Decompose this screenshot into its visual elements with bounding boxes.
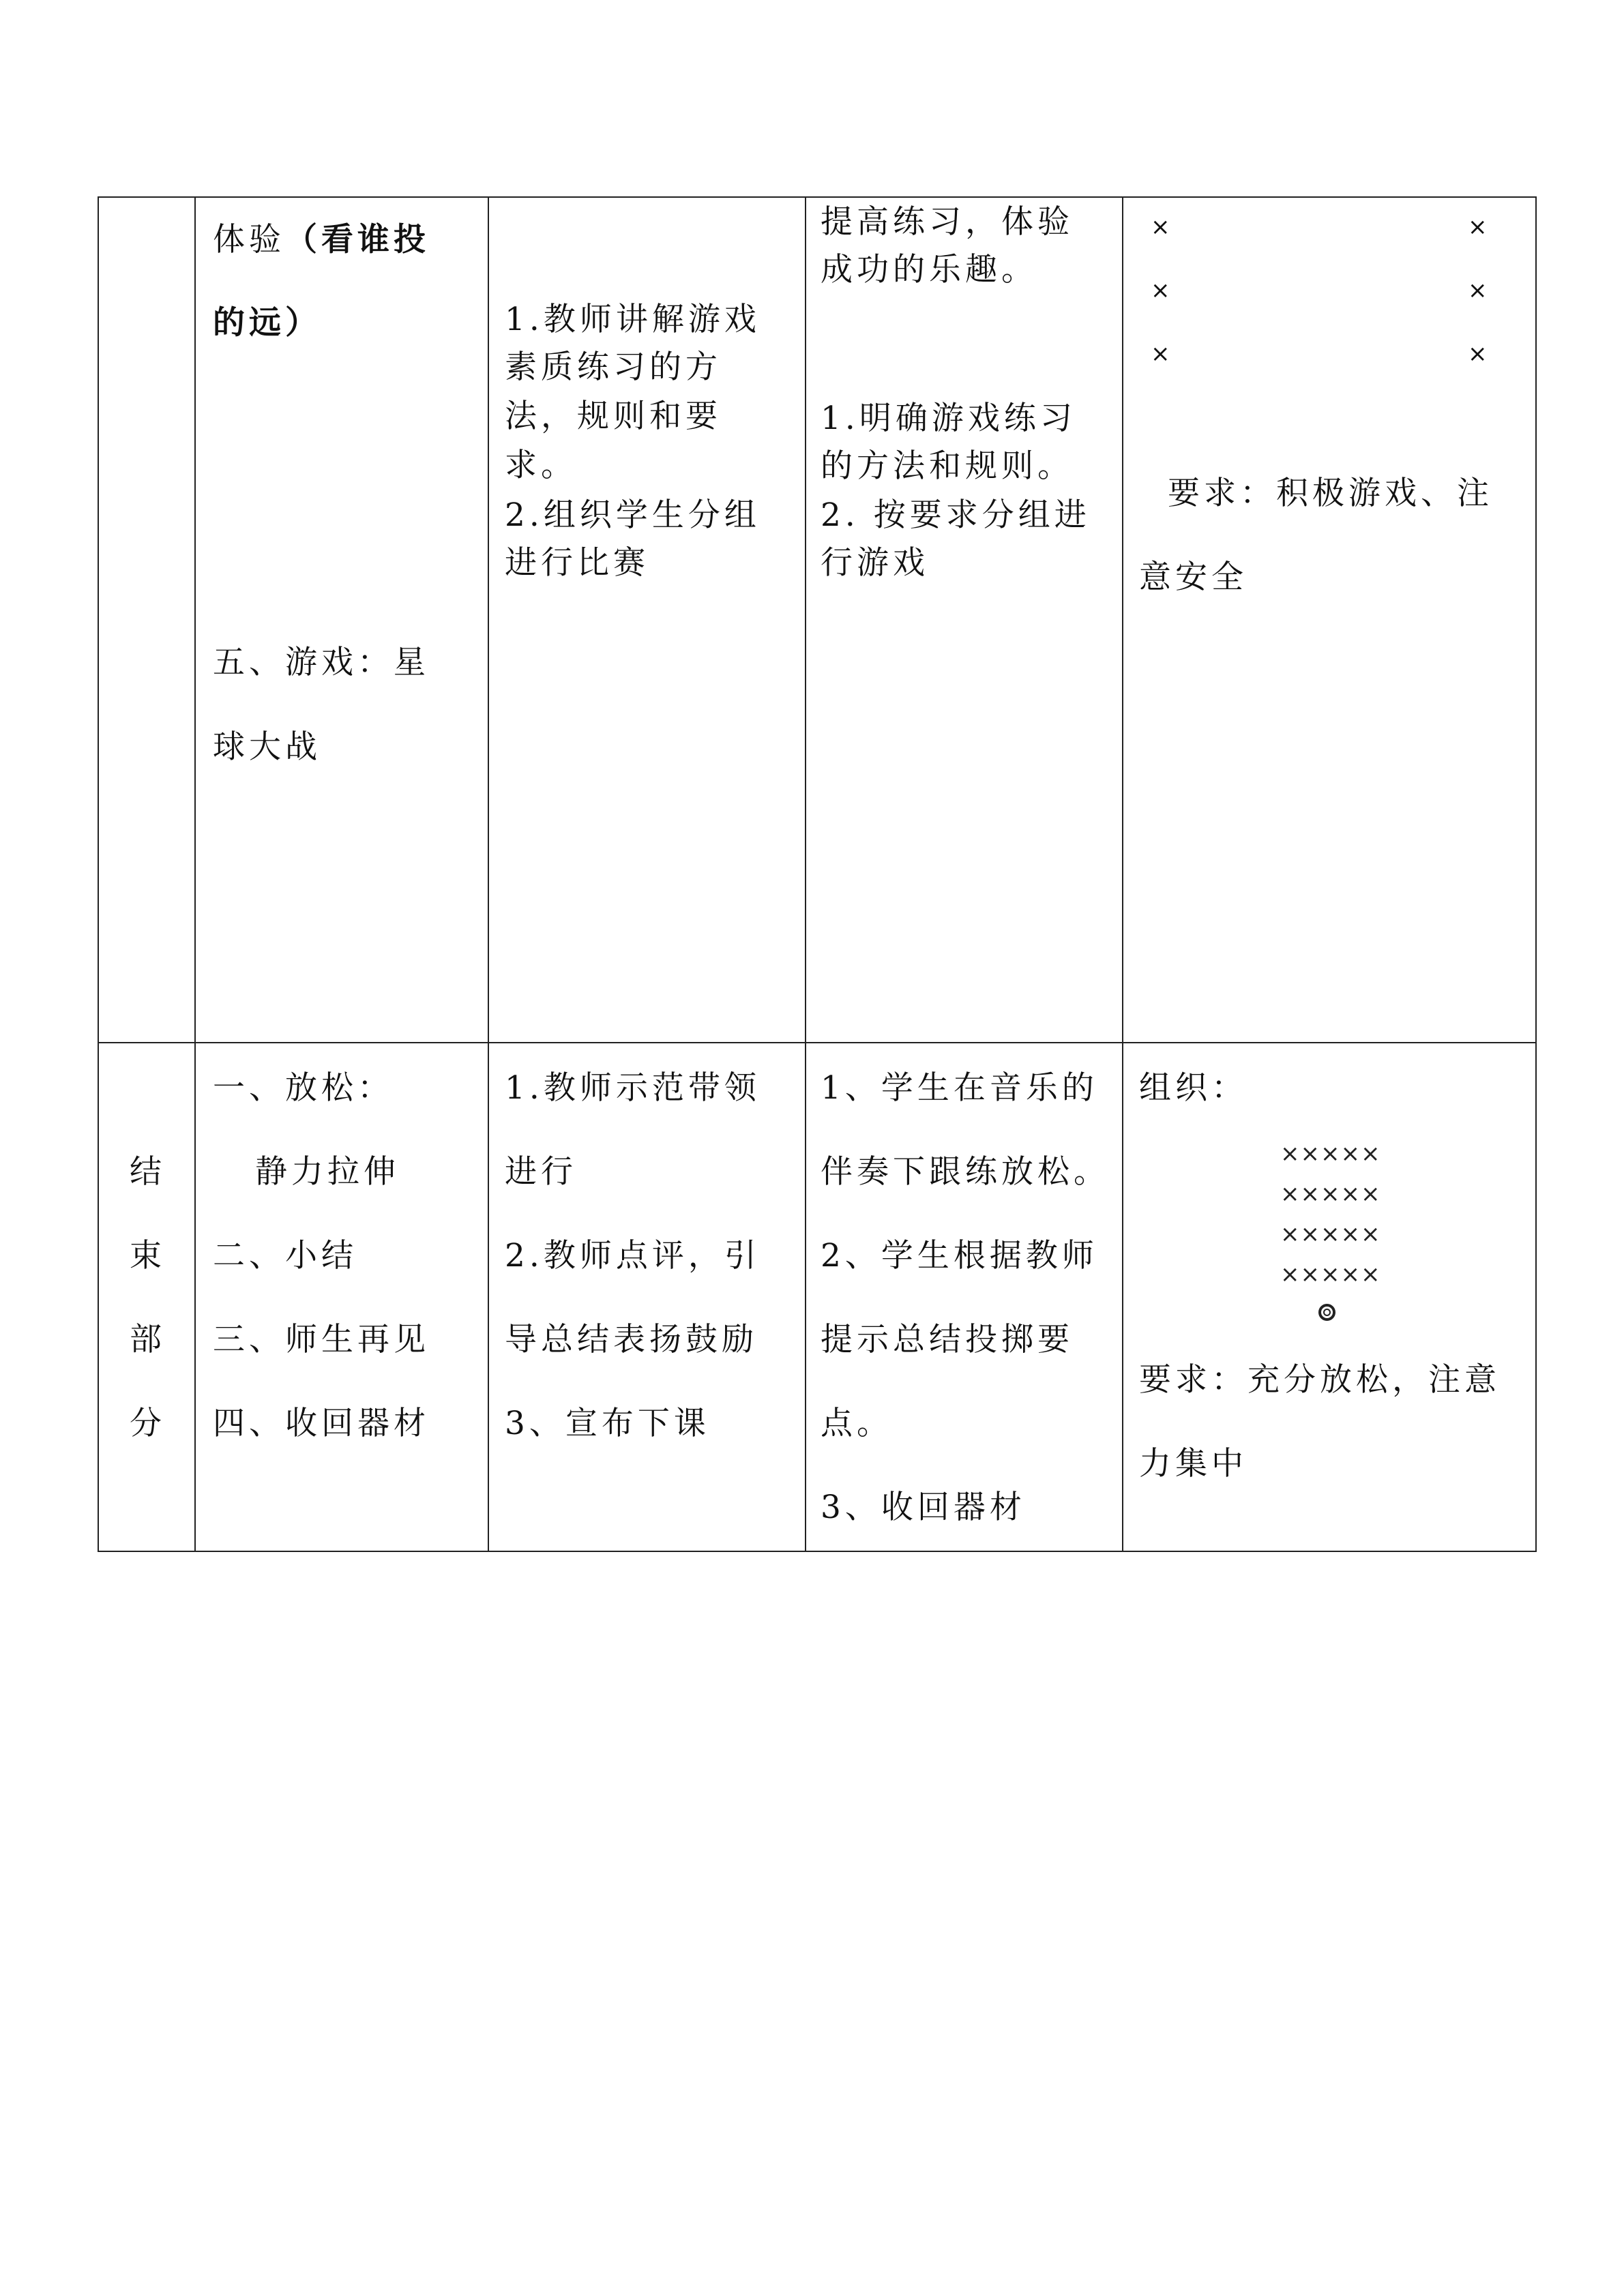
teacher-closing-line: 进行 bbox=[505, 1153, 577, 1191]
student-closing-line: 伴奏下跟练放松。 bbox=[821, 1153, 1110, 1191]
closing-item: 四、收回器材 bbox=[213, 1405, 430, 1442]
student-step-line: 行游戏 bbox=[821, 544, 929, 582]
section-label-char: 束 bbox=[130, 1237, 166, 1274]
closing-item: 二、小结 bbox=[213, 1237, 357, 1274]
column-divider-3 bbox=[805, 196, 806, 1552]
formation-row: ××××× bbox=[1280, 1221, 1381, 1248]
teacher-step-line: 法，规则和要 bbox=[505, 398, 722, 435]
student-step-line: 成功的乐趣。 bbox=[821, 251, 1037, 288]
section-label-char: 分 bbox=[130, 1405, 166, 1442]
closing-item: 三、师生再见 bbox=[213, 1321, 430, 1358]
teacher-closing-line: 导总结表扬鼓励 bbox=[505, 1321, 758, 1358]
table-border-right bbox=[1535, 196, 1537, 1552]
teacher-closing-line: 1.教师示范带领 bbox=[505, 1069, 761, 1107]
table-border-top bbox=[98, 196, 1537, 198]
table-border-bottom bbox=[98, 1551, 1537, 1552]
activity-throw-title bbox=[213, 221, 430, 258]
student-closing-line: 1、学生在音乐的 bbox=[821, 1069, 1098, 1107]
requirement-text: 要求：充分放松，注意 bbox=[1139, 1361, 1501, 1399]
formation-row: ××××× bbox=[1280, 1140, 1381, 1167]
activity-game-title: 五、游戏：星 bbox=[213, 644, 430, 681]
activity-throw-bold: （看谁投 bbox=[285, 221, 430, 258]
table-border-left bbox=[98, 196, 99, 1552]
column-divider-4 bbox=[1122, 196, 1123, 1552]
requirement-text: 要求：积极游戏、注 bbox=[1168, 475, 1493, 512]
column-divider-1 bbox=[194, 196, 196, 1552]
closing-item: 静力拉伸 bbox=[255, 1153, 400, 1191]
teacher-closing-line: 3、宣布下课 bbox=[505, 1405, 710, 1442]
section-label-char: 部 bbox=[130, 1321, 166, 1358]
teacher-step-line: 素质练习的方 bbox=[505, 348, 722, 386]
section-label-char: 结 bbox=[130, 1153, 166, 1191]
student-position-mark: × bbox=[1151, 213, 1170, 241]
formation-row: ××××× bbox=[1280, 1261, 1381, 1288]
student-closing-line: 2、学生根据教师 bbox=[821, 1237, 1098, 1274]
student-position-mark: × bbox=[1151, 340, 1170, 368]
column-divider-2 bbox=[488, 196, 489, 1552]
student-closing-line: 提示总结投掷要 bbox=[821, 1321, 1074, 1358]
student-closing-line: 点。 bbox=[821, 1405, 893, 1442]
teacher-closing-line: 2.教师点评，引 bbox=[505, 1237, 761, 1274]
teacher-step-line: 进行比赛 bbox=[505, 544, 649, 582]
student-step-line: 1.明确游戏练习 bbox=[821, 400, 1076, 437]
requirement-text-cont: 力集中 bbox=[1139, 1445, 1247, 1482]
teacher-step-line: 1.教师讲解游戏 bbox=[505, 301, 761, 338]
teacher-step-line: 2.组织学生分组 bbox=[505, 496, 761, 534]
formation-row: ××××× bbox=[1280, 1180, 1381, 1208]
student-position-mark: × bbox=[1468, 340, 1488, 368]
teacher-position-icon bbox=[1318, 1304, 1335, 1321]
activity-game-title-cont: 球大战 bbox=[213, 728, 321, 766]
row-divider bbox=[98, 1042, 1537, 1043]
activity-throw-title-cont: 的远） bbox=[213, 304, 321, 342]
teacher-step-line: 求。 bbox=[505, 447, 577, 484]
student-position-mark: × bbox=[1468, 213, 1488, 241]
requirement-text-cont: 意安全 bbox=[1139, 558, 1247, 596]
student-step-line: 的方法和规则。 bbox=[821, 447, 1074, 485]
student-step-line: 提高练习，体验 bbox=[821, 203, 1074, 241]
student-position-mark: × bbox=[1468, 277, 1488, 304]
closing-item: 一、放松： bbox=[213, 1069, 394, 1107]
student-position-mark: × bbox=[1151, 277, 1170, 304]
student-closing-line: 3、收回器材 bbox=[821, 1489, 1026, 1526]
organization-label: 组织： bbox=[1139, 1069, 1247, 1107]
student-step-line: 2. 按要求分组进 bbox=[821, 496, 1091, 534]
activity-throw-plain: 体验 bbox=[213, 221, 285, 258]
